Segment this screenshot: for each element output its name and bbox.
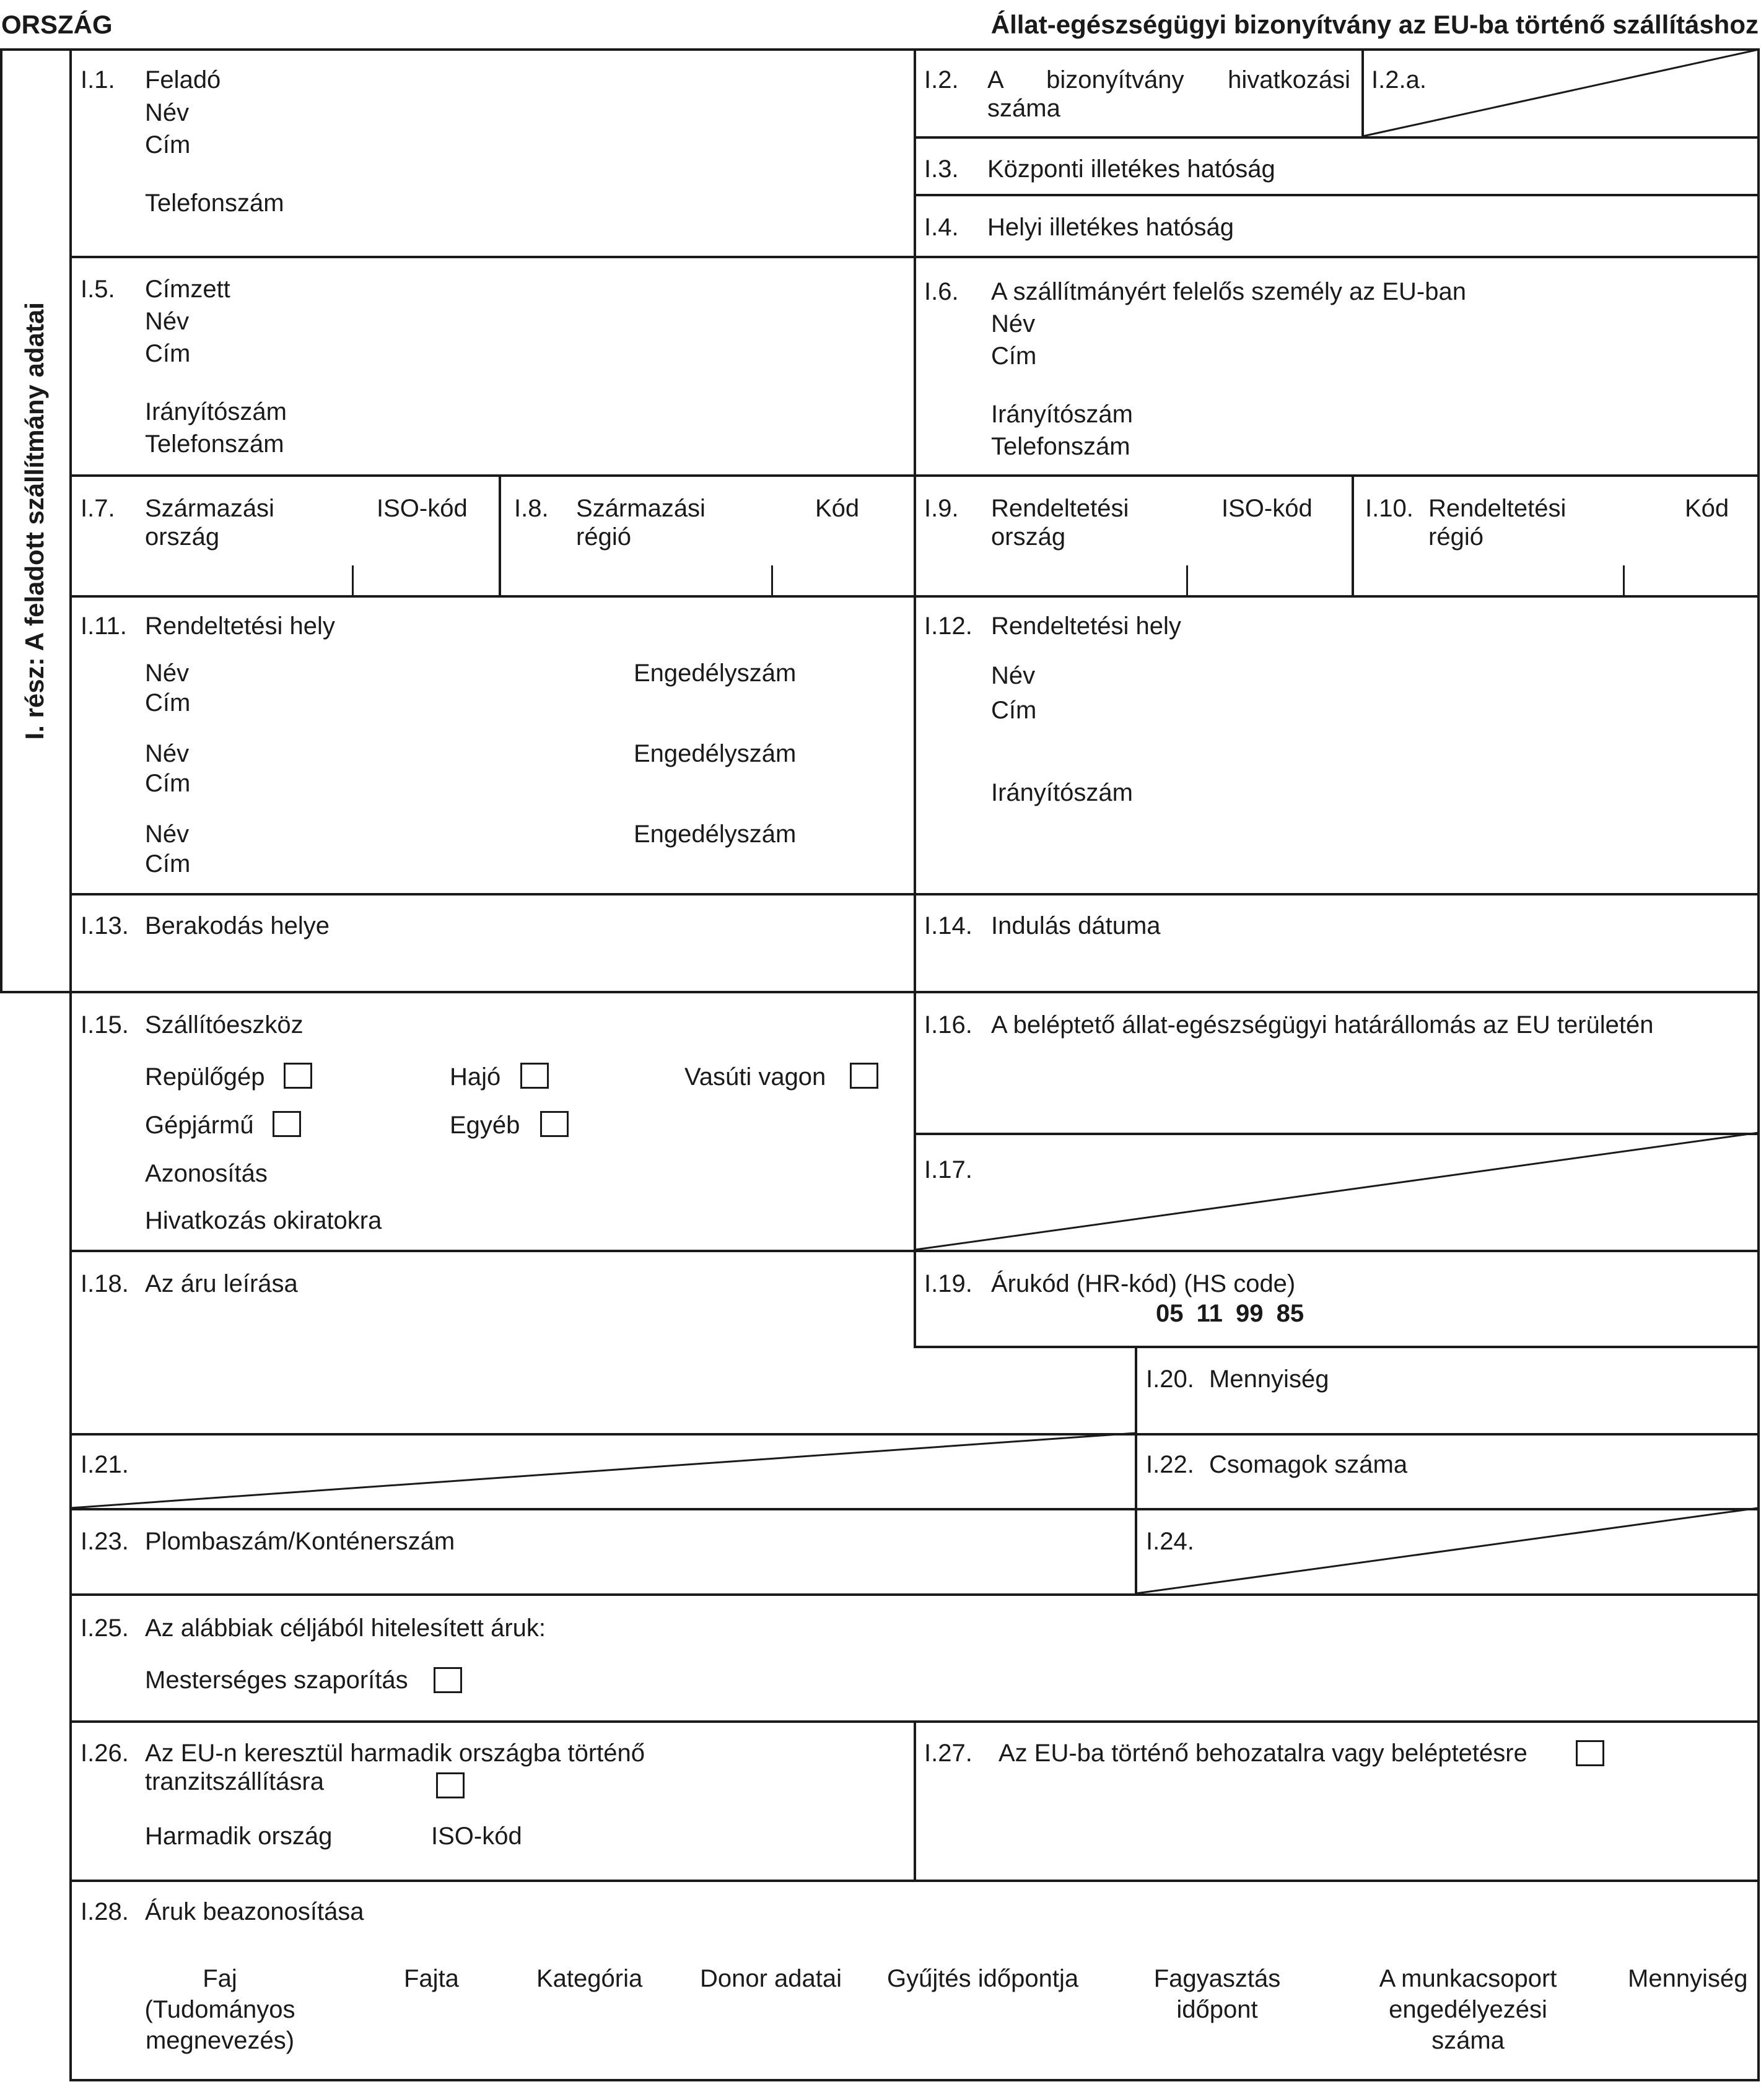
box-i20-title[interactable]: Mennyiség [1209, 1366, 1329, 1393]
box-i6-number: I.6. [924, 278, 959, 305]
box-i2-number: I.2. [924, 66, 959, 94]
third-country-field[interactable]: Harmadik ország [145, 1823, 333, 1850]
box-i5-title: Címzett [145, 276, 230, 303]
transport-other-label: Egyéb [450, 1112, 520, 1139]
transport-rail-label: Vasúti vagon [684, 1063, 826, 1091]
transport-truck-checkbox[interactable] [273, 1111, 301, 1137]
box-i25-number: I.25. [81, 1614, 129, 1642]
box-i5-phone-field[interactable]: Telefonszám [145, 430, 284, 458]
box-i28-title: Áruk beazonosítása [145, 1898, 364, 1925]
box-i15-title: Szállítóeszköz [145, 1011, 304, 1039]
box-i1-number: I.1. [81, 66, 115, 94]
box-i6-phone-field[interactable]: Telefonszám [991, 433, 1130, 460]
box-i9-label2: ország [991, 523, 1066, 551]
box-i11-address-3[interactable]: Cím [145, 850, 191, 878]
box-i23-number: I.23. [81, 1528, 129, 1555]
box-i7-number: I.7. [81, 495, 115, 522]
box-i6-name-field[interactable]: Név [991, 310, 1036, 338]
box-i5-address-field[interactable]: Cím [145, 340, 191, 367]
box-i8-label: Származási [576, 495, 706, 522]
transport-truck-label: Gépjármű [145, 1112, 254, 1139]
box-i9-iso-code[interactable]: ISO-kód [1221, 495, 1313, 522]
transport-plane-checkbox[interactable] [284, 1063, 312, 1089]
box-i3-title[interactable]: Központi illetékes hatóság [987, 155, 1275, 183]
box-i17-number: I.17. [924, 1156, 972, 1183]
box-i13-title[interactable]: Berakodás helye [145, 912, 330, 939]
col-freezing-date: Fagyasztás időpont [1153, 1965, 1281, 2023]
box-i27-number: I.27. [924, 1740, 972, 1767]
box-i5-number: I.5. [81, 276, 115, 303]
box-i11-address-1[interactable]: Cím [145, 689, 191, 717]
box-i26-label-line2: tranzitszállításra [145, 1768, 324, 1795]
box-i12-address-field[interactable]: Cím [991, 697, 1037, 724]
transport-ship-label: Hajó [450, 1063, 501, 1091]
box-i6-postcode-field[interactable]: Irányítószám [991, 401, 1133, 428]
box-i18-number: I.18. [81, 1270, 129, 1297]
box-i10-code[interactable]: Kód [1685, 495, 1729, 522]
third-country-iso-field[interactable]: ISO-kód [431, 1823, 522, 1850]
box-i2-label-line1: A bizonyítvány hivatkozási [987, 66, 1350, 94]
transport-other-checkbox[interactable] [540, 1111, 569, 1137]
box-i5-postcode-field[interactable]: Irányítószám [145, 398, 287, 425]
box-i23-title[interactable]: Plombaszám/Konténerszám [145, 1528, 455, 1555]
transport-rail-checkbox[interactable] [850, 1063, 878, 1089]
box-i2-label-line2[interactable]: száma [987, 95, 1060, 122]
box-i19-title: Árukód (HR-kód) (HS code) [991, 1270, 1296, 1297]
box-i26-label-line1: Az EU-n keresztül harmadik országba történő [145, 1740, 645, 1767]
box-i3-number: I.3. [924, 155, 959, 183]
box-i15-number: I.15. [81, 1011, 129, 1039]
box-i11-license-1[interactable]: Engedélyszám [634, 660, 797, 687]
box-i9-number: I.9. [924, 495, 959, 522]
box-i26-number: I.26. [81, 1740, 129, 1767]
col-team-approval-number: A munkacsoport engedélyezési száma [1379, 1965, 1557, 2054]
box-i21-number: I.21. [81, 1451, 129, 1478]
col-donor-data: Donor adatai [700, 1965, 842, 1992]
transport-identification-field[interactable]: Azonosítás [145, 1160, 268, 1187]
box-i13-number: I.13. [81, 912, 129, 939]
col-breed: Fajta [404, 1965, 459, 1992]
box-i5-name-field[interactable]: Név [145, 308, 190, 335]
artificial-reproduction-checkbox[interactable] [434, 1667, 462, 1693]
box-i10-label2: régió [1428, 523, 1484, 551]
header-country: ORSZÁG [1, 10, 113, 39]
box-i1-name-field[interactable]: Név [145, 99, 190, 126]
box-i14-title[interactable]: Indulás dátuma [991, 912, 1161, 939]
box-i1-title: Feladó [145, 66, 221, 94]
box-i11-license-3[interactable]: Engedélyszám [634, 821, 797, 848]
box-i2a-number: I.2.a. [1371, 66, 1427, 94]
box-i8-code[interactable]: Kód [815, 495, 860, 522]
box-i19-number: I.19. [924, 1270, 972, 1297]
box-i16-title[interactable]: A beléptető állat-egészségügyi határállomás az EU területén [991, 1011, 1654, 1039]
box-i10-number: I.10. [1365, 495, 1414, 522]
box-i25-title: Az alábbiak céljából hitelesített áruk: [145, 1614, 546, 1642]
import-checkbox[interactable] [1576, 1740, 1604, 1766]
box-i11-name-3[interactable]: Név [145, 821, 190, 848]
artificial-reproduction-label: Mesterséges szaporítás [145, 1666, 408, 1694]
col-quantity: Mennyiség [1628, 1965, 1748, 1992]
box-i14-number: I.14. [924, 912, 972, 939]
box-i11-number: I.11. [81, 612, 127, 640]
box-i12-postcode-field[interactable]: Irányítószám [991, 779, 1133, 806]
box-i11-address-2[interactable]: Cím [145, 770, 191, 797]
box-i27-label: Az EU-ba történő behozatalra vagy beléptetésre [998, 1740, 1527, 1767]
box-i11-title: Rendeltetési hely [145, 612, 335, 640]
box-i8-label2: régió [576, 523, 631, 551]
box-i24-number: I.24. [1146, 1528, 1194, 1555]
box-i18-title[interactable]: Az áru leírása [145, 1270, 298, 1297]
box-i6-title: A szállítmányért felelős személy az EU-ban [991, 278, 1466, 305]
box-i6-address-field[interactable]: Cím [991, 342, 1037, 370]
col-species: Faj (Tudományos megnevezés) [144, 1965, 295, 2054]
box-i7-label2: ország [145, 523, 220, 551]
col-collection-date: Gyűjtés időpontja [887, 1965, 1079, 1992]
box-i8-number: I.8. [514, 495, 549, 522]
box-i28-number: I.28. [81, 1898, 129, 1925]
header-title: Állat-egészségügyi bizonyítvány az EU-ba történő szállításhoz [990, 10, 1759, 39]
transport-ship-checkbox[interactable] [520, 1063, 549, 1089]
box-i7-label: Származási [145, 495, 274, 522]
box-i1-phone-field[interactable]: Telefonszám [145, 190, 284, 217]
box-i22-title[interactable]: Csomagok száma [1209, 1451, 1408, 1478]
transport-plane-label: Repülőgép [145, 1063, 265, 1091]
box-i11-name-1[interactable]: Név [145, 660, 190, 687]
box-i1-address-field[interactable]: Cím [145, 131, 191, 159]
box-i12-name-field[interactable]: Név [991, 662, 1036, 689]
box-i9-label: Rendeltetési [991, 495, 1129, 522]
transport-documents-field[interactable]: Hivatkozás okiratokra [145, 1207, 382, 1234]
box-i10-label: Rendeltetési [1428, 495, 1567, 522]
box-i11-name-2[interactable]: Név [145, 740, 190, 767]
box-i16-number: I.16. [924, 1011, 972, 1039]
box-i12-title: Rendeltetési hely [991, 612, 1181, 640]
box-i4-number: I.4. [924, 214, 959, 241]
box-i7-iso-code[interactable]: ISO-kód [377, 495, 468, 522]
box-i22-number: I.22. [1146, 1451, 1194, 1478]
hs-code-value[interactable]: 05 11 99 85 [1156, 1300, 1304, 1327]
box-i4-title[interactable]: Helyi illetékes hatóság [987, 214, 1234, 241]
box-i11-license-2[interactable]: Engedélyszám [634, 740, 797, 767]
section-side-label: I. rész: A feladott szállítmány adatai [19, 302, 49, 740]
col-category: Kategória [536, 1965, 643, 1992]
transit-checkbox[interactable] [436, 1772, 465, 1798]
box-i12-number: I.12. [924, 612, 972, 640]
box-i20-number: I.20. [1146, 1366, 1194, 1393]
